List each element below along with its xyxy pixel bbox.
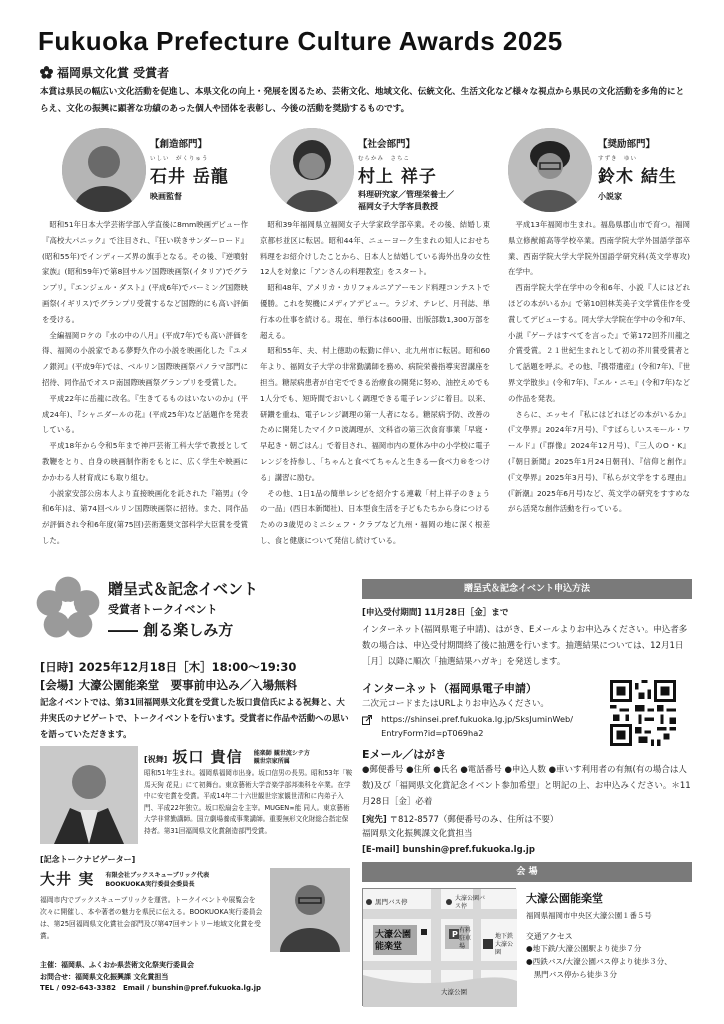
map-label-subway: 地下鉄大濠公園 [495, 933, 514, 956]
apply-email[interactable] [362, 842, 535, 858]
performer-bio: 昭和51年生まれ。福岡県福岡市出身。坂口信男の長男。昭和53年「鞍馬天狗 花見」にて初舞台。東京藝術大学音楽学部邦楽科を卒業。在学中に安宅賞を受賞。平成14年二十六世観世宗家観世清和に内弟子入門、平成22年独立。坂口松扇会を主宰。MUGEN∞能 同人。東京藝術大学非常勤講師。国立劇場養成事業講師。重要無形文化財総合指定保持者。第31回福岡県文化賞創造部門受賞。 [144, 769, 353, 835]
map-label-bus2: 大濠公園バス停 [455, 895, 486, 910]
bio-paragraph: その他、1日1品の簡単レシピを紹介する連載「村上祥子のきょうの一品」(西日本新聞社)、日本型食生活を子どもたちから身につけるための3歳児のミニシェフ・クラブなど九州・福岡の地に深く根差し、食と健康について発信し続けている。 [260, 488, 490, 545]
navigator-title [105, 871, 209, 889]
map-label-park: 大濠公園 [441, 988, 467, 996]
address-dept: 福岡県文化振興課文化賞担当 [362, 829, 473, 839]
winner-name: 村上 祥子 [358, 167, 437, 187]
footer-organizer: 主催：福岡県、ふくおか県芸術文化祭実行委員会 [40, 961, 194, 969]
winner-title: 小説家 [598, 192, 622, 201]
venue-address: 福岡県福岡市中央区大濠公園１番５号 [526, 911, 652, 920]
access-2: ●西鉄バス/大濠公園バス停より徒歩３分、 [526, 957, 672, 966]
performer-title-2: 観世宗家所属 [253, 757, 290, 765]
email-value: bunshin@pref.fukuoka.lg.jp [402, 845, 535, 855]
qr-code[interactable] [610, 680, 676, 746]
access-title: 交通アクセス [526, 932, 573, 941]
bio-paragraph: 西南学院大学在学中の令和6年、小説『人にはどれほどの本がいるか』で第10回林芙美子文学賞佳作を受賞してデビューする。同大学大学院在学中の令和7年、小説『ゲーテはすべてを言った』で第172回芥川龍之介賞受賞。２１世紀生まれとして初の芥川賞受賞者として話題を呼ぶ。その他、『携帯遺産』(令和7年)、『世界文学散歩』(令和7年)、『エル・ニモ』(令和7年)などの作品を発表。 [508, 283, 690, 403]
bio-paragraph: 昭和51年日本大学芸術学部入学直後に8mm映画デビュー作『高校大パニック』で注目され、『狂い咲きサンダーロード』(昭和55年)でインディーズ界の旗手となる。その後、『逆噴射家族』(昭和59年)で第8回サルソ国際映画祭(イタリア)でグランプリ。『エンジェル・ダスト』(平成6年)でバーミング国際映画祭(イギリス)でグランプリ受賞するなど国際的にも高い評価を受ける。 [42, 220, 248, 324]
apply-deadline: [申込受付期間] 11月28日［金］まで [362, 608, 509, 618]
winner-ruby: すずき ゆい [598, 156, 638, 162]
navigator-name: 大井 実 [40, 870, 95, 888]
event-datetime [40, 656, 296, 675]
internet-title: インターネット（福岡県電子申請） [362, 682, 538, 695]
venue-header: 会 場 [362, 862, 692, 882]
performer-photo [40, 746, 138, 844]
winner-3-header [598, 136, 677, 203]
bio-paragraph: さらに、エッセイ『私にはどれほどの本がいるか』(『文學界』2024年7月号)、『すばらしいスモール・ワールド』(『群像』2024年12月号)、『三人のO・K』(『朝日新聞』2025年1月24日朝刊)、『信仰と創作』(『文學界』2025年3月号)、『私らが文学をする理由』(『新潮』2025年6月号)など、英文学の研究をすすめながら活発な創作活動を行っている。 [508, 409, 690, 514]
footer-contact: お問合せ：福岡県文化振興課 文化賞担当 [40, 972, 169, 981]
apply-url[interactable] [362, 712, 573, 740]
event-heading [108, 578, 258, 640]
venue-value: 大濠公園能楽堂 要事前申込み／入場無料 [78, 678, 298, 692]
map-label-hall: 大濠公園能楽堂 [375, 930, 412, 952]
winner-photo [508, 128, 592, 212]
navigator-header [40, 868, 209, 889]
plum-flower-icon [36, 576, 100, 640]
address-label: [宛先] [362, 815, 387, 825]
access-1: ●地下鉄/大濠公園駅より徒歩７分 [526, 944, 642, 953]
navigator-bio: 福岡市内でブックスキューブリックを運営。トークイベントや展覧会を次々に開催し、本や著者の魅力を県民に伝える。BOOKUOKA実行委員会は、第25回福岡県文化賞社会部門及び第47回サントリー地域文化賞を受賞。 [40, 896, 263, 940]
venue-info [526, 890, 672, 981]
winner-category: 【奨励部門】 [598, 139, 656, 150]
datetime-label: [日時] [40, 660, 74, 674]
map-label-parking: 有料駐車場 [459, 927, 472, 950]
bio-paragraph: 昭和55年、夫、村上徳助の転勤に伴い、北九州市に転居。昭和60年より、福岡女子大学の非常勤講師を務め、病院栄養指導実習講座を担当。糖尿病患者が自宅でできる治療食の開発に努め、油控えめでも1人分でも、短時間でおいしく調理できる電子レンジに着目。以来、研鑽を重ね、電子レンジ調理の第一人者になる。糖尿病予防、改善のために開発したマイクロ波調理が、文科省の第三次食育事業「早寝・早起き・朝ごはん」で着目され、福岡市内の夏休み中の小学校に電子レンジを持参し、「ちゃんと食べてちゃんと生きる―食べ力®をつける」講習に励む。 [260, 346, 490, 482]
page-subtitle [40, 64, 169, 81]
venue-label: [会場] [40, 678, 74, 692]
mail-text: ●郵便番号 ●住所 ●氏名 ●電話番号 ●申込人数 ●車いす利用者の有無(有の場合は人数)及び「福岡県文化賞記念イベント参加希望」と明記の上、お申込みください。＊11月28日［金］必着 [362, 765, 691, 807]
winner-3-bio [508, 217, 690, 517]
footer-tel: TEL / 092-643-3382 Email / bunshin@pref.fukuoka.lg.jp [40, 984, 262, 992]
bio-paragraph: 全編福岡ロケの『水の中の八月』(平成7年)でも高い評価を得、福岡の小説家である夢野久作の小説を映画化した『ユメノ銀河』(平成9年)では、ベルリン国際映画祭パノラマ部門に招待、同作品でオスロ南国際映画祭グランプリを受賞した。 [42, 330, 248, 387]
url-line-1: https://shinsei.pref.fukuoka.lg.jp/SksJuminWeb/ [381, 714, 573, 724]
winner-title: 料理研究家／管理栄養士／ [358, 190, 454, 199]
winner-2-bio [260, 217, 490, 549]
address-value: 〒812-8577（郵便番号のみ、住所は不要） [389, 815, 559, 825]
winner-ruby: いしい がくりゅう [150, 156, 209, 162]
venue-map [362, 888, 516, 1006]
winner-name: 鈴木 結生 [598, 167, 677, 187]
url-line-2: EntryForm?id=pT069ha2 [381, 728, 484, 738]
winner-title: 福岡女子大学客員教授 [358, 202, 438, 211]
external-link-icon [362, 715, 372, 725]
winner-photo [62, 128, 146, 212]
performer-label: [祝舞] [144, 755, 168, 764]
winner-2-header [358, 136, 454, 213]
performer-title [254, 750, 310, 766]
event-venue [40, 674, 297, 693]
bio-paragraph: 平成18年から令和5年まで神戸芸術工科大学で教授として教鞭をとり、自身の映画制作術をもとに、広く学生や映画にかかわる人材育成にも取り組む。 [42, 441, 248, 482]
internet-text: 二次元コードまたはURLよりお申込みください。 [362, 699, 549, 709]
event-title: 贈呈式＆記念イベント [108, 580, 259, 598]
map-label-bus1: 黒門バス停 [375, 898, 408, 906]
access-3: 黒門バス停から徒歩３分 [533, 970, 618, 979]
winner-category: 【創造部門】 [150, 139, 208, 150]
bio-paragraph: 昭和48年、アメリカ・カリフォルニアアーモンド料理コンテストで優勝。これを契機にメディアデビュー。ラジオ、テレビ、月刊誌、単行本の仕事を続ける。現在、単行本は600冊、出版部数1,300万部を超える。 [260, 283, 490, 340]
bio-paragraph: 平成13年福岡市生まれ。福島県郡山市で育つ。福岡県立修猷館高等学校卒業。西南学院大学外国語学部卒業、西南学院大学大学院外国語学研究科(英文学専攻)在学中。 [508, 220, 690, 277]
svg-text:P: P [452, 930, 458, 939]
winner-1-header [150, 136, 229, 203]
subtitle-text: 福岡県文化賞 受賞者 [57, 66, 170, 80]
event-subtitle: 受賞者トークイベント [108, 603, 218, 616]
winner-category: 【社会部門】 [358, 139, 416, 150]
winner-1-bio [42, 217, 248, 549]
bio-paragraph: 平成22年に岳龍に改名。『生きてるものはいないのか』(平成24年)、『シャニダールの花』(平成25年)など話題作を発表している。 [42, 393, 248, 435]
datetime-value: 2025年12月18日［木］18:00～19:30 [78, 660, 297, 674]
navigator-label: [記念トークナビゲーター] [40, 855, 136, 864]
apply-text: インターネット(福岡県電子申請)、はがき、Eメールよりお申込みください。申込者多数の場合は、申込受付期間終了後に抽選を行います。抽選結果については、12月1日［月］以降に順次「抽選結果ハガキ」を発送します。 [362, 625, 688, 667]
winner-ruby: むらかみ さちこ [358, 156, 411, 162]
apply-header: 贈呈式＆記念イベント申込方法 [362, 579, 692, 599]
navigator-title-1: 有限会社ブックスキューブリック代表 [105, 871, 210, 879]
bio-paragraph: 小説家安部公房本人より直接映画化を託された『箱男』(令和6年)は、第74回ベルリン国際映画祭に招待。また、同作品が評価され令和6年度(第75回)芸術選奨文部科学大臣賞を受賞した。 [42, 488, 248, 545]
navigator-title-2: BOOKUOKA実行委員会委員長 [105, 880, 195, 888]
event-description: 記念イベントでは、第31回福岡県文化賞を受賞した坂口貴信氏による祝舞と、大井実氏のナビゲートで、トークイベントを行います。受賞者に作品や活動への思いを語っていただきます。 [40, 697, 349, 739]
intro-text: 本賞は県民の幅広い文化活動を促進し、本県文化の向上・発展を図るため、芸術文化、地域文化、伝統文化、生活文化など様々な視点から県民の文化活動を多角的にとらえ、文化の振興に顕著な功績のあった個人や団体を表彰し、今後の活動を奨励するものです。 [40, 87, 685, 114]
event-theme: ―― 創る楽しみ方 [108, 621, 234, 639]
mail-title: Eメール／はがき [362, 748, 447, 761]
winner-name: 石井 岳龍 [150, 167, 229, 187]
page-title: Fukuoka Prefecture Culture Awards 2025 [38, 26, 563, 56]
email-label: [E-mail] [362, 845, 400, 855]
plum-flower-icon [40, 66, 53, 79]
winner-photo [270, 128, 354, 212]
bio-paragraph: 昭和39年福岡県立福岡女子大学家政学部卒業。その後、結婚し東京都杉並区に転居。昭和44年、ニューヨーク生まれの知人におせち料理をお紹介けしたことから、日本人と結婚している海外出身の女性12人を対象に「アンさんの料理教室」をスタート。 [260, 220, 490, 277]
navigator-photo [270, 868, 350, 952]
footer [40, 960, 261, 995]
performer-name: 坂口 貴信 [172, 748, 243, 766]
venue-name: 大濠公園能楽堂 [526, 892, 603, 905]
performer-title-1: 能楽師 観世流シテ方 [253, 749, 310, 757]
winner-title: 映画監督 [150, 192, 182, 201]
performer-header [144, 746, 310, 767]
